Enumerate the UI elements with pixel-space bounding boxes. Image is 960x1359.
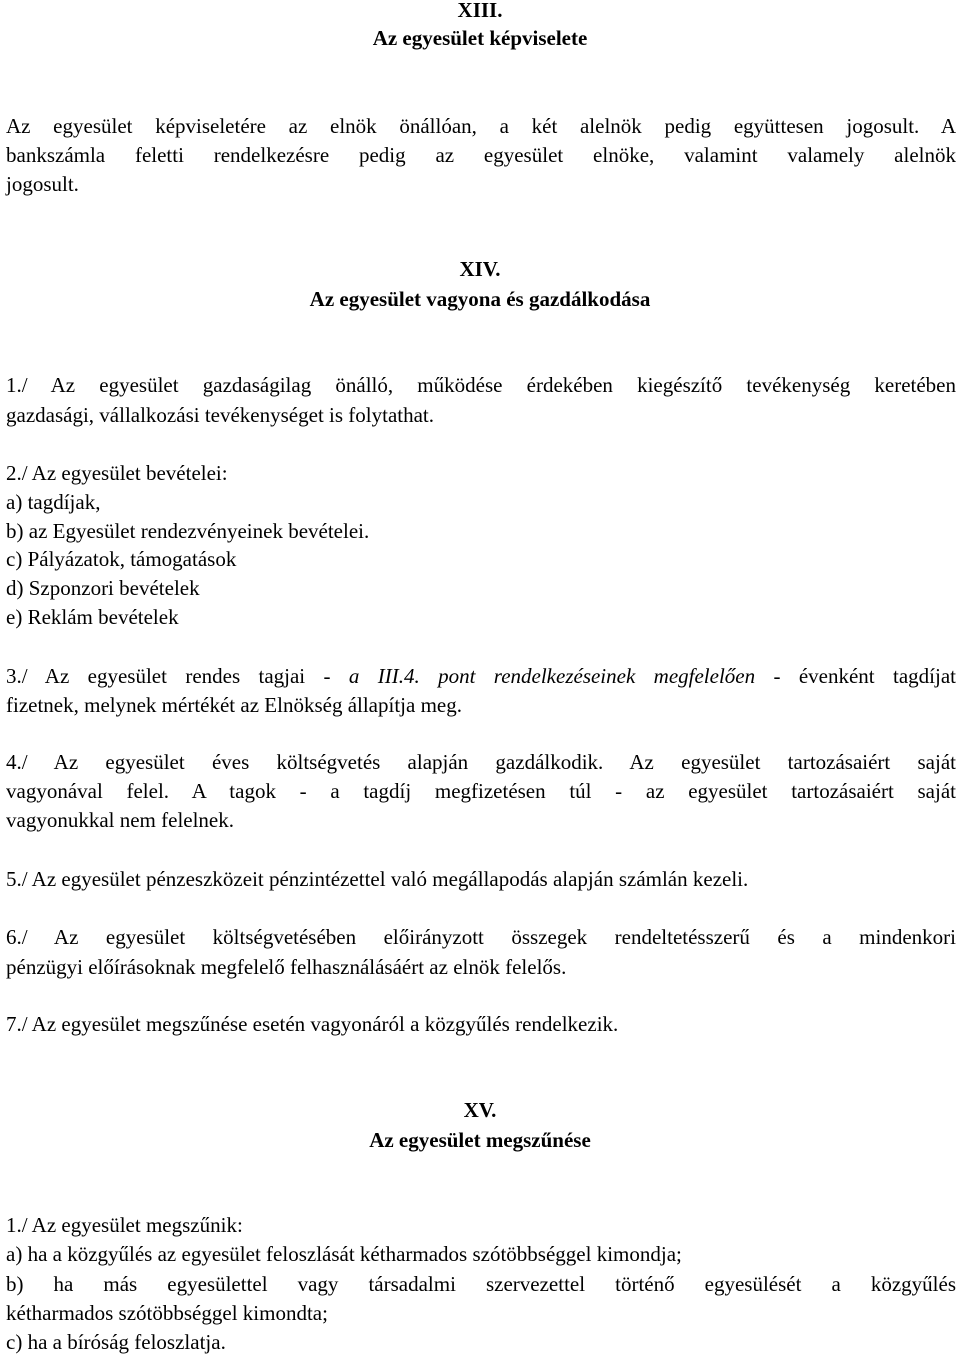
paragraph-line: fizetnek, melynek mértékét az Elnökség állapítja meg. xyxy=(6,693,462,717)
section-number-15: XV. xyxy=(463,1098,497,1122)
paragraph-line: 7./ Az egyesület megszűnése esetén vagyonáról a közgyűlés rendelkezik. xyxy=(6,1012,619,1036)
section-number-14: XIV. xyxy=(459,257,501,281)
list-heading: 1./ Az egyesület megszűnik: xyxy=(6,1213,243,1237)
paragraph-line: 1./ Az egyesület gazdaságilag önálló, működése érdekében kiegészítő tevékenység keretében xyxy=(6,373,956,397)
paragraph-line: 6./ Az egyesület költségvetésében előirányzott összegek rendeltetésszerű és a mindenkori xyxy=(6,925,956,949)
list-item: a) tagdíjak, xyxy=(6,490,101,514)
section-title-14: Az egyesület vagyona és gazdálkodása xyxy=(309,287,651,311)
paragraph-line: gazdasági, vállalkozási tevékenységet is folytathat. xyxy=(6,403,435,427)
section-title-15: Az egyesület megszűnése xyxy=(369,1128,591,1152)
text-run: 3./ Az egyesület rendes tagjai - xyxy=(6,664,349,688)
list-item: b) ha más egyesülettel vagy társadalmi szervezettel történő egyesülését a közgyűlés xyxy=(6,1272,956,1296)
italic-reference: a III.4. pont rendelkezéseinek megfelelően xyxy=(348,664,756,688)
list-item: a) ha a közgyűlés az egyesület feloszlását kétharmados szótöbbséggel kimondja; xyxy=(6,1242,682,1266)
paragraph-line: jogosult. xyxy=(6,172,79,196)
list-item: b) az Egyesület rendezvényeinek bevételei. xyxy=(6,519,370,543)
list-item: kétharmados szótöbbséggel kimondta; xyxy=(6,1301,328,1325)
paragraph-line: vagyonukkal nem felelnek. xyxy=(6,808,235,832)
list-item: e) Reklám bevételek xyxy=(6,605,179,629)
paragraph-line: pénzügyi előírásoknak megfelelő felhasználásáért az elnök felelős. xyxy=(6,955,567,979)
paragraph-line: bankszámla feletti rendelkezésre pedig az egyesület elnöke, valamint valamely alelnök xyxy=(6,143,956,167)
paragraph-line: 5./ Az egyesület pénzeszközeit pénzintézettel való megállapodás alapján számlán kezeli. xyxy=(6,867,749,891)
section-number-13: XIII. xyxy=(457,0,503,22)
paragraph-line: vagyonával felel. A tagok - a tagdíj megfizetésen túl - az egyesület tartozásaiért saját xyxy=(6,779,956,803)
list-item: c) Pályázatok, támogatások xyxy=(6,547,237,571)
paragraph-line: 4./ Az egyesület éves költségvetés alapján gazdálkodik. Az egyesület tartozásaiért saját xyxy=(6,750,956,774)
list-item: d) Szponzori bevételek xyxy=(6,576,200,600)
paragraph-line: Az egyesület képviseletére az elnök önállóan, a két alelnök pedig együttesen jogosult. A xyxy=(6,114,956,138)
list-item: c) ha a bíróság feloszlatja. xyxy=(6,1330,226,1354)
section-title-13: Az egyesület képviselete xyxy=(372,26,588,50)
list-heading: 2./ Az egyesület bevételei: xyxy=(6,461,228,485)
text-run: - évenként tagdíjat xyxy=(755,664,956,688)
paragraph-line-3 xyxy=(6,662,956,690)
